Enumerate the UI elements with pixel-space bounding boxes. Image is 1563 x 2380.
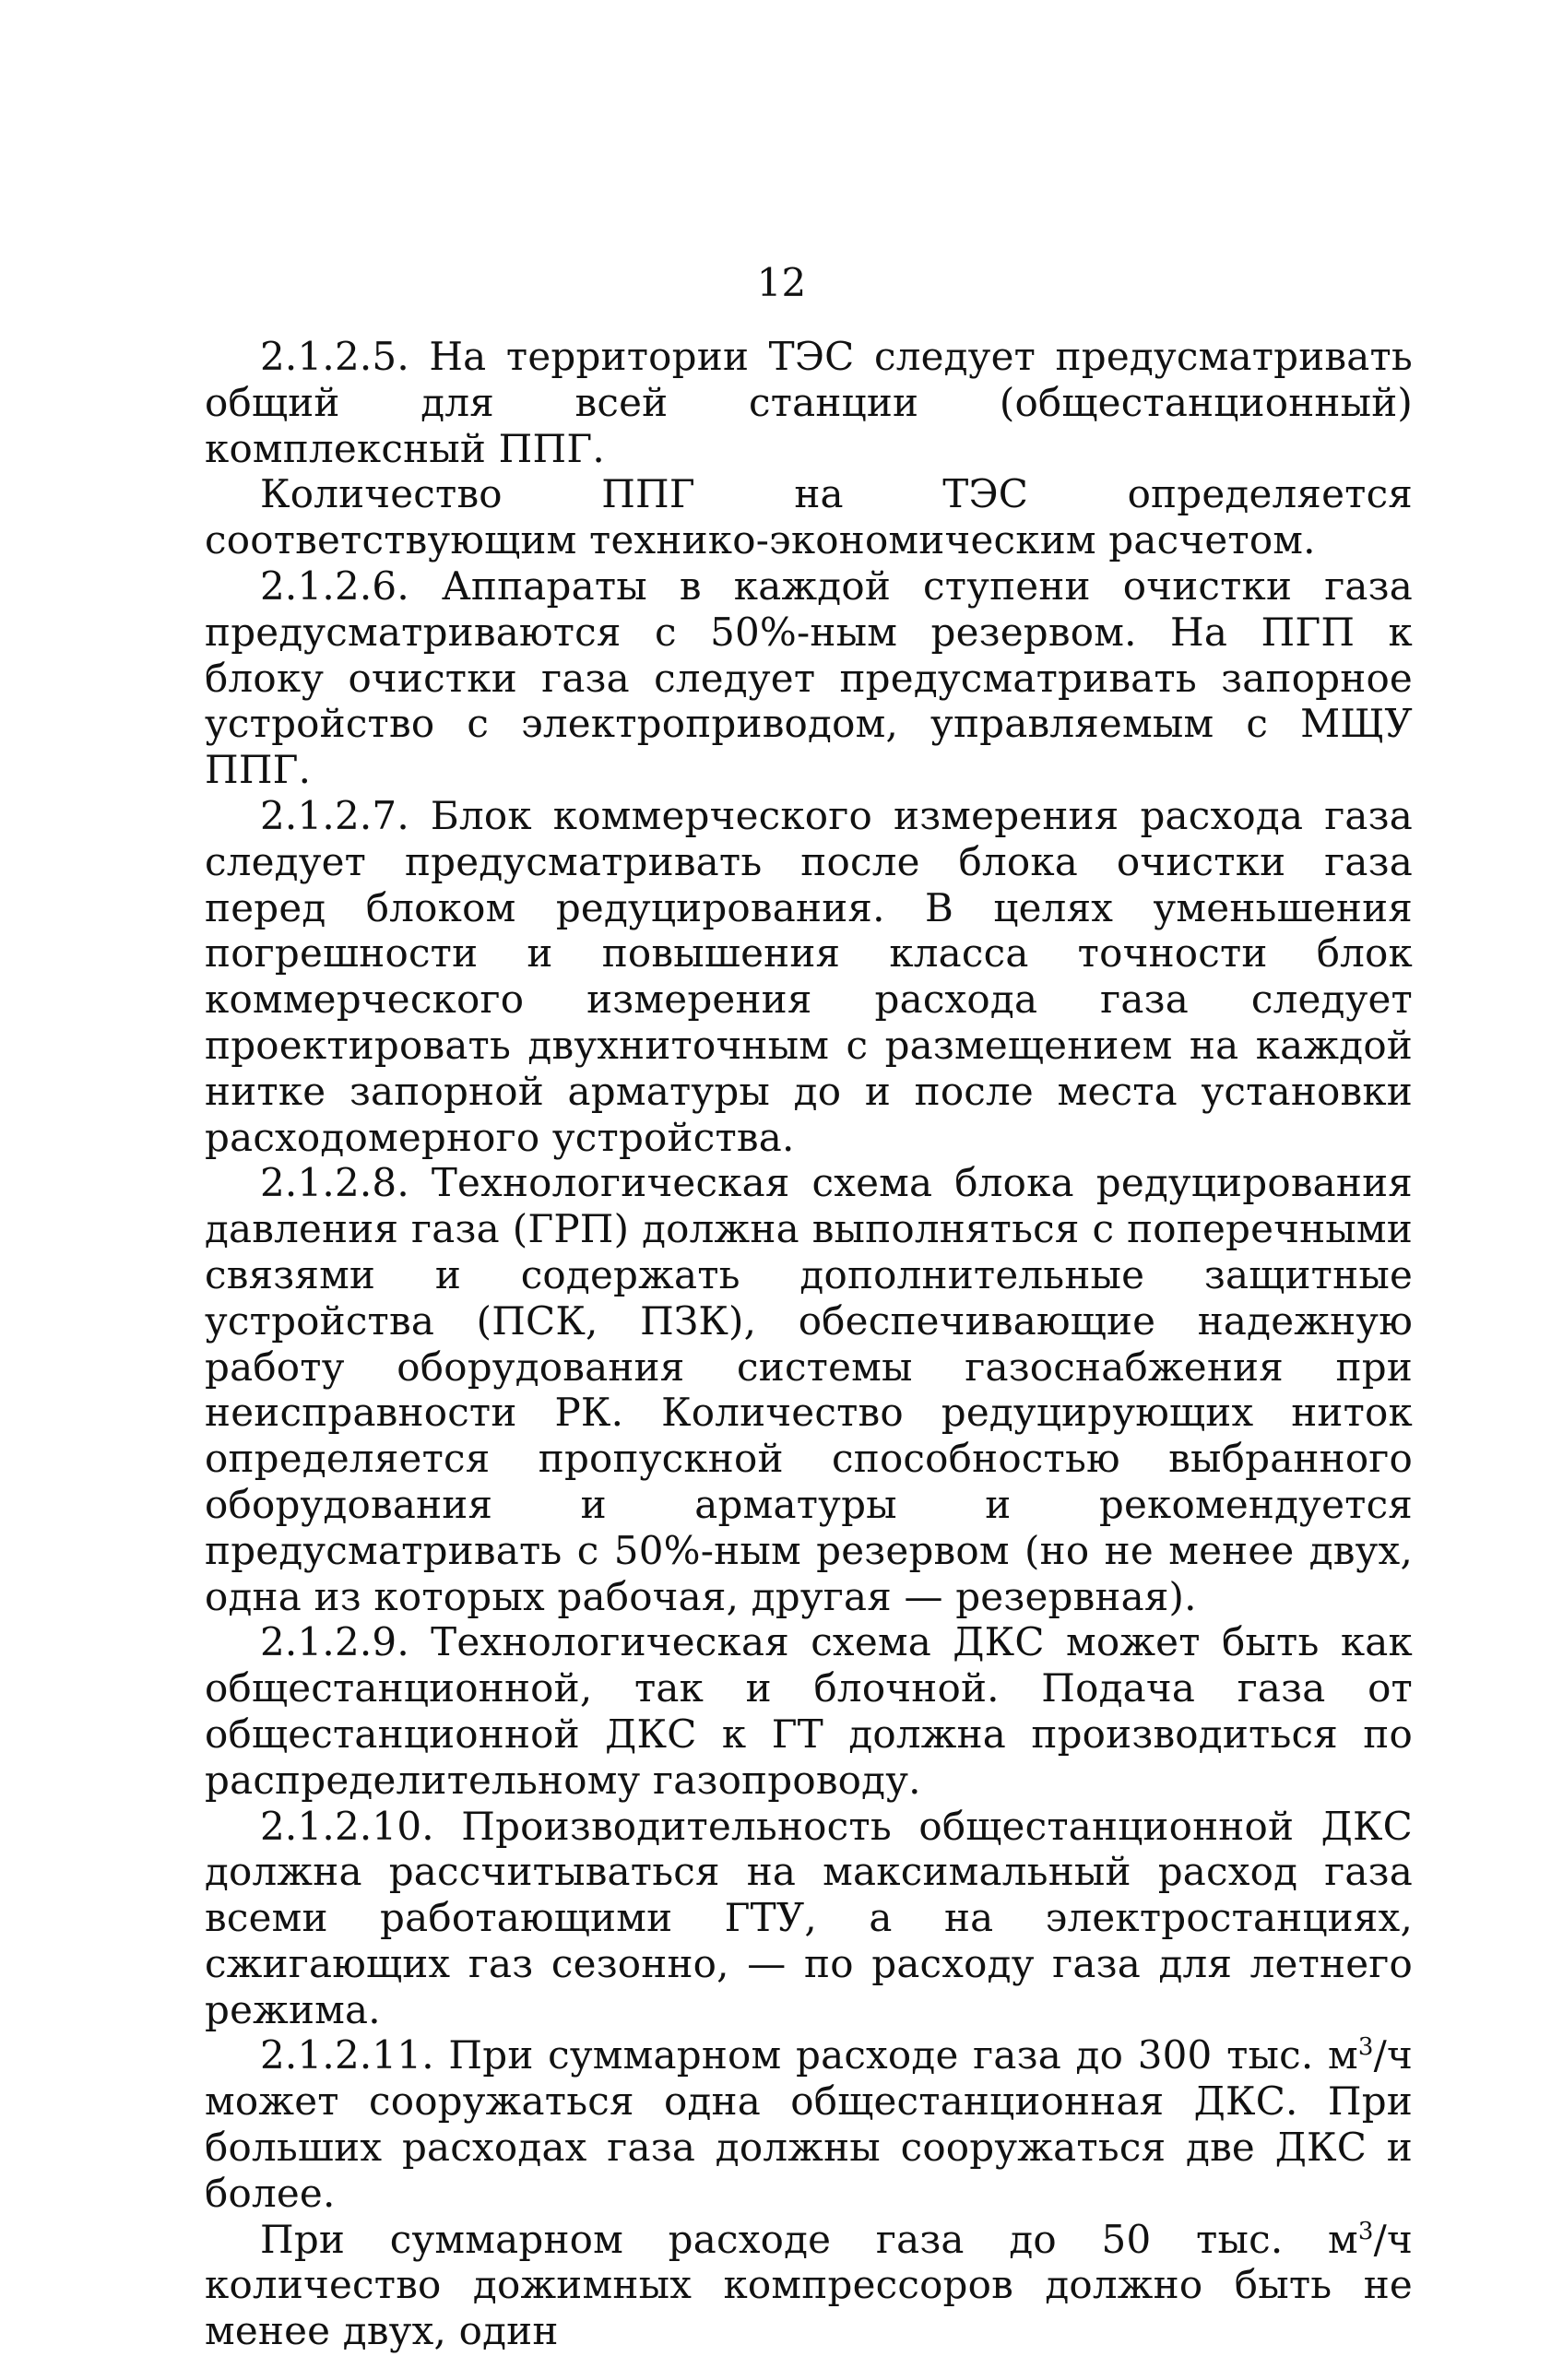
paragraph-2-1-2-6: 2.1.2.6. Аппараты в каждой ступени очистки газа предусматриваются с 50%-ным резервом. На ПГП к блоку очистки газа следует предусматривать запорное устройство с электроприводом, управляемым с МЩУ ППГ. bbox=[205, 562, 1413, 793]
paragraph-2-1-2-10: 2.1.2.10. Производительность общестанционной ДКС должна рассчитываться на максимальный расход газа всеми работающими ГТУ, а на электростанциях, сжигающих газ сезонно, — по расходу газа для летнего режима. bbox=[205, 1803, 1413, 2032]
paragraph-2-1-2-7: 2.1.2.7. Блок коммерческого измерения расхода газа следует предусматривать после блока очистки газа перед блоком редуцирования. В целях уменьшения погрешности и повышения класса точности блок коммерческого измерения расхода газа следует проектировать двухниточным с размещением на каждой нитке запорной арматуры до и после места установки расходомерного устройства. bbox=[205, 792, 1413, 1160]
paragraph-2-1-2-9: 2.1.2.9. Технологическая схема ДКС может быть как общестанционной, так и блочной. Подача газа от общестанционной ДКС к ГТ должна производиться по распределительному газопроводу. bbox=[205, 1619, 1413, 1803]
document-body bbox=[205, 334, 1413, 2354]
paragraph-ppg-quantity: Количество ППГ на ТЭС определяется соответствующим технико-экономическим расчетом. bbox=[205, 471, 1413, 563]
paragraph-2-1-2-11-text-end: /ч может сооружаться одна общестанционная ДКС. При больших расходах газа должны сооружаться две ДКС и более. bbox=[205, 2032, 1413, 2216]
superscript-3: 3 bbox=[1357, 2217, 1374, 2245]
page-number: 12 bbox=[756, 260, 807, 305]
paragraph-2-1-2-11 bbox=[205, 2032, 1413, 2216]
paragraph-compressor-count bbox=[205, 2217, 1413, 2354]
paragraph-compressor-count-text-end: /ч количество дожимных компрессоров должно быть не менее двух, один bbox=[205, 2216, 1413, 2354]
paragraph-2-1-2-11-text-start: 2.1.2.11. При суммарном расходе газа до 300 тыс. м bbox=[260, 2032, 1358, 2078]
paragraph-compressor-count-text-start: При суммарном расходе газа до 50 тыс. м bbox=[260, 2216, 1358, 2262]
superscript-3: 3 bbox=[1357, 2033, 1374, 2062]
paragraph-2-1-2-8: 2.1.2.8. Технологическая схема блока редуцирования давления газа (ГРП) должна выполняться с поперечными связями и содержать дополнительные защитные устройства (ПСК, ПЗК), обеспечивающие надежную работу оборудования системы газоснабжения при неисправности РК. Количество редуцирующих ниток определяется пропускной способностью выбранного оборудования и арматуры и рекомендуется предусматривать с 50%-ным резервом (но не менее двух, одна из которых рабочая, другая — резервная). bbox=[205, 1160, 1413, 1619]
paragraph-2-1-2-5: 2.1.2.5. На территории ТЭС следует предусматривать общий для всей станции (общестанционный) комплексный ППГ. bbox=[205, 334, 1413, 471]
